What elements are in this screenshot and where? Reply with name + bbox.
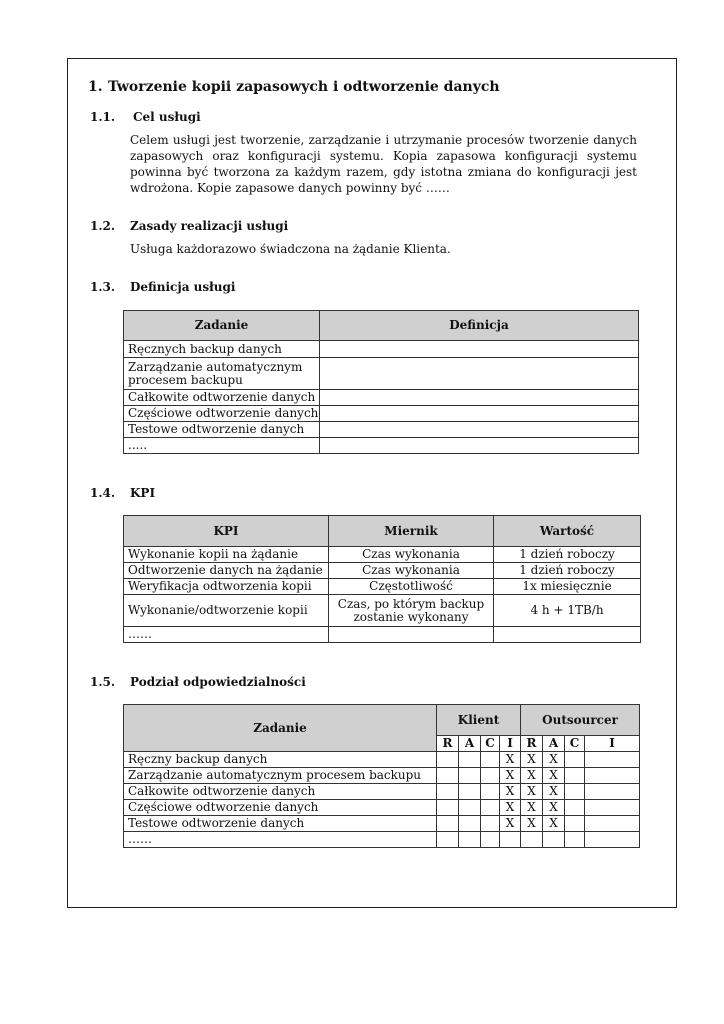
table-cell <box>329 627 494 643</box>
table-cell: Zarządzanie automatycznym procesem backupu <box>124 358 320 390</box>
table-cell <box>585 784 640 800</box>
table-cell: Testowe odtworzenie danych <box>124 816 437 832</box>
table-cell: 1 dzień roboczy <box>494 563 641 579</box>
table-cell: 1 dzień roboczy <box>494 547 641 563</box>
table-row <box>124 800 640 816</box>
table-cell: Częściowe odtworzenie danych <box>124 800 437 816</box>
table-row <box>124 422 639 438</box>
raci-table <box>123 704 640 848</box>
table-cell <box>481 800 500 816</box>
table-cell <box>459 800 481 816</box>
table-cell: X <box>521 768 543 784</box>
table-cell <box>320 358 639 390</box>
table-cell <box>481 752 500 768</box>
table-row <box>124 390 639 406</box>
table-cell: ..... <box>124 438 320 454</box>
purpose-paragraph: Celem usługi jest tworzenie, zarządzanie i utrzymanie procesów tworzenie danych zapasowych oraz konfiguracji systemu. Kopia zapasowa konfiguracji systemu powinna być tworzona za każdym razem, gdy istotna zmiana do konfiguracji jest wdrożona. Kopie zapasowe danych powinny być …… <box>130 133 637 195</box>
table-cell: X <box>521 784 543 800</box>
table-cell: Odtworzenie danych na żądanie <box>124 563 329 579</box>
table-cell <box>481 768 500 784</box>
table-cell <box>565 752 585 768</box>
table-cell: Częstotliwość <box>329 579 494 595</box>
table-cell <box>459 768 481 784</box>
role-header: A <box>459 736 481 752</box>
column-header: Miernik <box>329 516 494 547</box>
subsection-title: KPI <box>130 486 156 500</box>
table-cell: Całkowite odtworzenie danych <box>124 784 437 800</box>
column-header: Definicja <box>320 311 639 341</box>
role-header: C <box>481 736 500 752</box>
table-cell: Weryfikacja odtworzenia kopii <box>124 579 329 595</box>
table-cell <box>585 752 640 768</box>
subsection-number: 1.1. <box>90 110 116 124</box>
table-cell: Całkowite odtworzenie danych <box>124 390 320 406</box>
table-cell <box>521 832 543 848</box>
role-header: R <box>437 736 459 752</box>
table-cell: X <box>543 768 565 784</box>
group-header-client: Klient <box>437 705 521 736</box>
subsection-title: Definicja usługi <box>130 280 236 294</box>
subsection-number: 1.4. <box>90 486 116 500</box>
table-cell: …… <box>124 832 437 848</box>
role-header: I <box>585 736 640 752</box>
definition-table <box>123 310 639 454</box>
table-cell <box>565 784 585 800</box>
kpi-table <box>123 515 641 643</box>
table-row <box>124 627 641 643</box>
table-cell: Testowe odtworzenie danych <box>124 422 320 438</box>
table-row <box>124 563 641 579</box>
table-cell: 4 h + 1TB/h <box>494 595 641 627</box>
table-cell <box>585 832 640 848</box>
table-cell: X <box>521 816 543 832</box>
table-row <box>124 547 641 563</box>
table-cell <box>320 406 639 422</box>
column-header: Zadanie <box>124 311 320 341</box>
table-cell <box>459 784 481 800</box>
subsection-title: Podział odpowiedzialności <box>130 675 306 689</box>
table-cell <box>459 832 481 848</box>
table-cell <box>565 768 585 784</box>
role-header: A <box>543 736 565 752</box>
table-cell: X <box>500 752 521 768</box>
table-cell: …… <box>124 627 329 643</box>
table-cell <box>437 784 459 800</box>
subsection-title: Cel usługi <box>133 110 201 124</box>
table-row <box>124 358 639 390</box>
table-cell: Czas wykonania <box>329 547 494 563</box>
section-title: Tworzenie kopii zapasowych i odtworzenie danych <box>108 79 500 95</box>
table-cell <box>494 627 641 643</box>
table-cell: X <box>543 816 565 832</box>
table-cell <box>437 816 459 832</box>
column-header: Zadanie <box>124 705 437 752</box>
role-header: I <box>500 736 521 752</box>
table-row <box>124 816 640 832</box>
table-cell: X <box>521 752 543 768</box>
table-cell: X <box>500 784 521 800</box>
table-cell <box>585 800 640 816</box>
table-row <box>124 406 639 422</box>
table-cell <box>320 390 639 406</box>
subsection-number: 1.5. <box>90 675 116 689</box>
role-header: C <box>565 736 585 752</box>
role-header: R <box>521 736 543 752</box>
table-cell <box>481 784 500 800</box>
table-cell: Ręcznych backup danych <box>124 341 320 358</box>
table-cell <box>459 816 481 832</box>
table-row <box>124 768 640 784</box>
table-cell <box>437 832 459 848</box>
table-row <box>124 752 640 768</box>
table-cell <box>459 752 481 768</box>
table-cell <box>481 832 500 848</box>
section-number: 1. <box>88 79 103 95</box>
table-cell: X <box>543 752 565 768</box>
table-cell <box>437 768 459 784</box>
table-cell <box>500 832 521 848</box>
table-cell: Wykonanie/odtworzenie kopii <box>124 595 329 627</box>
rules-paragraph: Usługa każdorazowo świadczona na żądanie Klienta. <box>130 242 451 256</box>
table-cell <box>320 341 639 358</box>
table-row <box>124 784 640 800</box>
table-row <box>124 595 641 627</box>
table-row <box>124 438 639 454</box>
table-cell <box>481 816 500 832</box>
table-cell: Częściowe odtworzenie danych <box>124 406 320 422</box>
table-cell <box>565 800 585 816</box>
subsection-number: 1.3. <box>90 280 116 294</box>
table-cell: X <box>500 800 521 816</box>
table-cell <box>320 422 639 438</box>
table-row <box>124 579 641 595</box>
table-cell <box>437 800 459 816</box>
table-cell: Ręczny backup danych <box>124 752 437 768</box>
table-row <box>124 341 639 358</box>
column-header: KPI <box>124 516 329 547</box>
table-cell: X <box>521 800 543 816</box>
table-cell <box>585 816 640 832</box>
column-header: Wartość <box>494 516 641 547</box>
table-cell <box>565 832 585 848</box>
table-cell: Czas, po którym backup zostanie wykonany <box>329 595 494 627</box>
table-cell: Czas wykonania <box>329 563 494 579</box>
subsection-title: Zasady realizacji usługi <box>130 219 289 233</box>
table-cell <box>320 438 639 454</box>
table-cell: X <box>543 800 565 816</box>
group-header-outsourcer: Outsourcer <box>521 705 640 736</box>
table-cell <box>437 752 459 768</box>
table-cell: Wykonanie kopii na żądanie <box>124 547 329 563</box>
table-row <box>124 832 640 848</box>
table-cell: 1x miesięcznie <box>494 579 641 595</box>
subsection-number: 1.2. <box>90 219 116 233</box>
table-cell: X <box>543 784 565 800</box>
table-cell: X <box>500 768 521 784</box>
table-cell <box>565 816 585 832</box>
table-cell <box>543 832 565 848</box>
table-cell: Zarządzanie automatycznym procesem backupu <box>124 768 437 784</box>
table-cell <box>585 768 640 784</box>
table-cell: X <box>500 816 521 832</box>
